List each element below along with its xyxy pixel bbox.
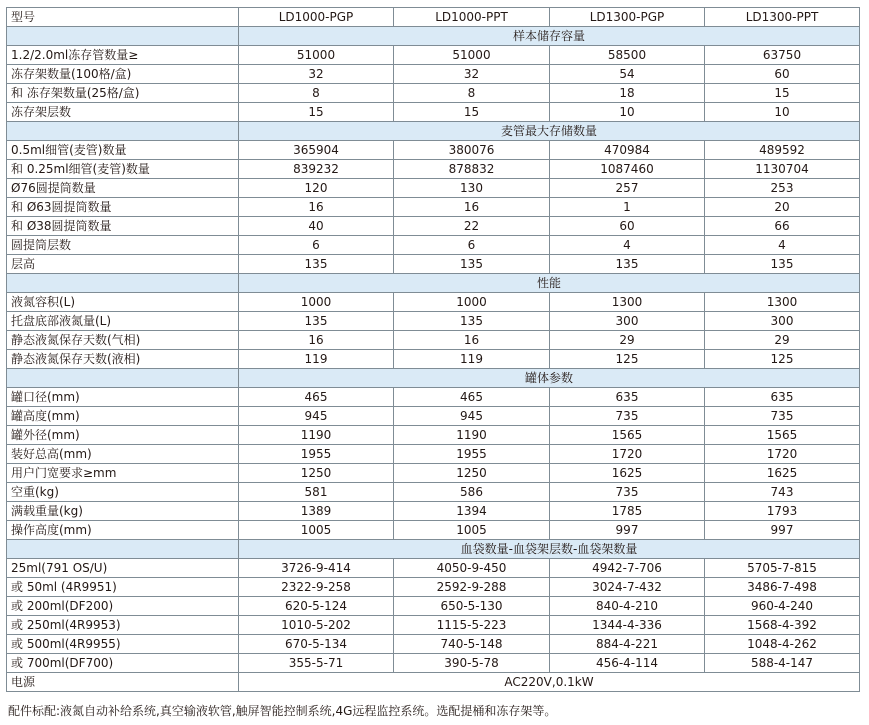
row-label: 静态液氮保存天数(液相) — [7, 350, 239, 369]
row-value: 1568-4-392 — [705, 616, 860, 635]
row-value: 4 — [705, 236, 860, 255]
row-value: 586 — [394, 483, 550, 502]
row-value: 878832 — [394, 160, 550, 179]
table-row — [7, 46, 860, 65]
row-label: 操作高度(mm) — [7, 521, 239, 540]
row-value: 945 — [239, 407, 394, 426]
row-value: 3726-9-414 — [239, 559, 394, 578]
row-value: 3024-7-432 — [550, 578, 705, 597]
row-value: 1000 — [239, 293, 394, 312]
row-label: 罐高度(mm) — [7, 407, 239, 426]
row-value: 16 — [239, 198, 394, 217]
row-value: 380076 — [394, 141, 550, 160]
row-value: 1000 — [394, 293, 550, 312]
row-value: 620-5-124 — [239, 597, 394, 616]
row-value: 20 — [705, 198, 860, 217]
row-value: 15 — [239, 103, 394, 122]
row-value: 735 — [550, 407, 705, 426]
accessories-note: 配件标配:液氮自动补给系统,真空输液软管,触屏智能控制系统,4G远程监控系统。选配提桶和冻存架等。 — [8, 704, 557, 718]
row-label: 层高 — [7, 255, 239, 274]
row-value: 130 — [394, 179, 550, 198]
row-value: 1250 — [394, 464, 550, 483]
table-row — [7, 483, 860, 502]
row-value: 1130704 — [705, 160, 860, 179]
table-row — [7, 521, 860, 540]
row-value: 1793 — [705, 502, 860, 521]
row-value: 1005 — [394, 521, 550, 540]
row-value: 60 — [705, 65, 860, 84]
row-value: 840-4-210 — [550, 597, 705, 616]
model-name: LD1300-PPT — [705, 8, 860, 27]
row-value: 3486-7-498 — [705, 578, 860, 597]
row-label: 或 500ml(4R9955) — [7, 635, 239, 654]
row-value: 4942-7-706 — [550, 559, 705, 578]
table-row — [7, 141, 860, 160]
table-row — [7, 255, 860, 274]
row-label: 1.2/2.0ml冻存管数量≥ — [7, 46, 239, 65]
row-value: 945 — [394, 407, 550, 426]
row-value: 15 — [394, 103, 550, 122]
row-value: 635 — [550, 388, 705, 407]
section-header-row — [7, 369, 860, 388]
row-label: 和 冻存架数量(25格/盒) — [7, 84, 239, 103]
row-value: 257 — [550, 179, 705, 198]
row-value: 588-4-147 — [705, 654, 860, 673]
row-value: 135 — [239, 255, 394, 274]
row-label: 圆提筒层数 — [7, 236, 239, 255]
row-value: 1720 — [705, 445, 860, 464]
row-value: 119 — [239, 350, 394, 369]
section-spacer — [7, 27, 239, 46]
row-value: 6 — [239, 236, 394, 255]
row-value: 355-5-71 — [239, 654, 394, 673]
row-value: 1394 — [394, 502, 550, 521]
model-name: LD1000-PPT — [394, 8, 550, 27]
table-row — [7, 388, 860, 407]
row-value: 4050-9-450 — [394, 559, 550, 578]
row-value: 740-5-148 — [394, 635, 550, 654]
row-label: 和 0.25ml细管(麦管)数量 — [7, 160, 239, 179]
table-row — [7, 464, 860, 483]
row-value: 300 — [550, 312, 705, 331]
section-title: 样本储存容量 — [239, 27, 860, 46]
row-value: 1625 — [705, 464, 860, 483]
row-label: 托盘底部液氮量(L) — [7, 312, 239, 331]
row-value: 135 — [394, 312, 550, 331]
section-header-row — [7, 274, 860, 293]
row-value: 15 — [705, 84, 860, 103]
row-value: 1344-4-336 — [550, 616, 705, 635]
row-value: 465 — [394, 388, 550, 407]
section-title: 罐体参数 — [239, 369, 860, 388]
row-value: 5705-7-815 — [705, 559, 860, 578]
row-label: 罐外径(mm) — [7, 426, 239, 445]
row-value: 300 — [705, 312, 860, 331]
power-label: 电源 — [7, 673, 239, 692]
row-label: 或 250ml(4R9953) — [7, 616, 239, 635]
row-value: 18 — [550, 84, 705, 103]
table-row — [7, 236, 860, 255]
row-value: 135 — [394, 255, 550, 274]
row-label: 25ml(791 OS/U) — [7, 559, 239, 578]
row-value: 1300 — [705, 293, 860, 312]
row-label: 和 Ø63圆提筒数量 — [7, 198, 239, 217]
row-label: Ø76圆提筒数量 — [7, 179, 239, 198]
row-value: 2322-9-258 — [239, 578, 394, 597]
row-value: 390-5-78 — [394, 654, 550, 673]
table-row — [7, 654, 860, 673]
row-value: 16 — [394, 331, 550, 350]
row-value: 465 — [239, 388, 394, 407]
row-value: 6 — [394, 236, 550, 255]
row-value: 1625 — [550, 464, 705, 483]
row-value: 997 — [550, 521, 705, 540]
power-row — [7, 673, 860, 692]
row-value: 1565 — [550, 426, 705, 445]
section-header-row — [7, 122, 860, 141]
row-value: 735 — [705, 407, 860, 426]
row-value: 997 — [705, 521, 860, 540]
row-value: 2592-9-288 — [394, 578, 550, 597]
section-spacer — [7, 540, 239, 559]
row-value: 51000 — [239, 46, 394, 65]
row-value: 1005 — [239, 521, 394, 540]
row-value: 16 — [394, 198, 550, 217]
row-label: 静态液氮保存天数(气相) — [7, 331, 239, 350]
row-label: 或 200ml(DF200) — [7, 597, 239, 616]
row-value: 1190 — [239, 426, 394, 445]
model-name: LD1000-PGP — [239, 8, 394, 27]
row-value: 1955 — [239, 445, 394, 464]
row-value: 635 — [705, 388, 860, 407]
row-value: 32 — [394, 65, 550, 84]
row-value: 51000 — [394, 46, 550, 65]
row-label: 冻存架层数 — [7, 103, 239, 122]
row-label: 或 50ml (4R9951) — [7, 578, 239, 597]
row-value: 670-5-134 — [239, 635, 394, 654]
row-value: 120 — [239, 179, 394, 198]
row-value: 1 — [550, 198, 705, 217]
row-value: 16 — [239, 331, 394, 350]
row-value: 135 — [239, 312, 394, 331]
row-label: 冻存架数量(100格/盒) — [7, 65, 239, 84]
row-value: 1300 — [550, 293, 705, 312]
row-value: 839232 — [239, 160, 394, 179]
row-label: 装好总高(mm) — [7, 445, 239, 464]
row-value: 29 — [705, 331, 860, 350]
row-value: 125 — [550, 350, 705, 369]
table-row — [7, 616, 860, 635]
row-value: 489592 — [705, 141, 860, 160]
row-label: 和 Ø38圆提筒数量 — [7, 217, 239, 236]
table-row — [7, 84, 860, 103]
row-value: 58500 — [550, 46, 705, 65]
table-row — [7, 65, 860, 84]
table-row — [7, 559, 860, 578]
row-value: 66 — [705, 217, 860, 236]
table-row — [7, 293, 860, 312]
row-value: 1720 — [550, 445, 705, 464]
row-label: 罐口径(mm) — [7, 388, 239, 407]
table-row — [7, 502, 860, 521]
row-value: 960-4-240 — [705, 597, 860, 616]
section-header-row — [7, 540, 860, 559]
power-value: AC220V,0.1kW — [239, 673, 860, 692]
row-label: 或 700ml(DF700) — [7, 654, 239, 673]
row-value: 125 — [705, 350, 860, 369]
row-value: 40 — [239, 217, 394, 236]
section-title: 麦管最大存储数量 — [239, 122, 860, 141]
section-spacer — [7, 369, 239, 388]
table-row — [7, 312, 860, 331]
table-row — [7, 179, 860, 198]
row-value: 1565 — [705, 426, 860, 445]
row-value: 1250 — [239, 464, 394, 483]
section-title: 性能 — [239, 274, 860, 293]
row-label: 液氮容积(L) — [7, 293, 239, 312]
row-value: 29 — [550, 331, 705, 350]
model-name: LD1300-PGP — [550, 8, 705, 27]
table-row — [7, 445, 860, 464]
row-value: 581 — [239, 483, 394, 502]
section-spacer — [7, 274, 239, 293]
row-value: 456-4-114 — [550, 654, 705, 673]
row-label: 满载重量(kg) — [7, 502, 239, 521]
row-value: 60 — [550, 217, 705, 236]
row-value: 1115-5-223 — [394, 616, 550, 635]
row-value: 8 — [239, 84, 394, 103]
row-value: 119 — [394, 350, 550, 369]
row-value: 735 — [550, 483, 705, 502]
table-row — [7, 578, 860, 597]
table-row — [7, 407, 860, 426]
row-value: 1048-4-262 — [705, 635, 860, 654]
model-header-label: 型号 — [7, 8, 239, 27]
table-row — [7, 350, 860, 369]
row-value: 1010-5-202 — [239, 616, 394, 635]
row-value: 63750 — [705, 46, 860, 65]
row-value: 8 — [394, 84, 550, 103]
section-spacer — [7, 122, 239, 141]
row-value: 1785 — [550, 502, 705, 521]
section-title: 血袋数量-血袋架层数-血袋架数量 — [239, 540, 860, 559]
row-value: 253 — [705, 179, 860, 198]
table-row — [7, 597, 860, 616]
table-row — [7, 160, 860, 179]
row-value: 884-4-221 — [550, 635, 705, 654]
row-value: 10 — [550, 103, 705, 122]
row-value: 10 — [705, 103, 860, 122]
row-label: 0.5ml细管(麦管)数量 — [7, 141, 239, 160]
row-value: 650-5-130 — [394, 597, 550, 616]
section-header-row — [7, 27, 860, 46]
row-value: 1190 — [394, 426, 550, 445]
row-value: 1087460 — [550, 160, 705, 179]
row-value: 365904 — [239, 141, 394, 160]
row-value: 1389 — [239, 502, 394, 521]
table-row — [7, 217, 860, 236]
table-row — [7, 198, 860, 217]
row-label: 空重(kg) — [7, 483, 239, 502]
model-header-row — [7, 8, 860, 27]
table-row — [7, 103, 860, 122]
row-value: 743 — [705, 483, 860, 502]
spec-table — [6, 7, 860, 692]
row-label: 用户门宽要求≥mm — [7, 464, 239, 483]
row-value: 4 — [550, 236, 705, 255]
table-row — [7, 635, 860, 654]
row-value: 135 — [705, 255, 860, 274]
row-value: 1955 — [394, 445, 550, 464]
row-value: 32 — [239, 65, 394, 84]
table-row — [7, 426, 860, 445]
row-value: 22 — [394, 217, 550, 236]
row-value: 470984 — [550, 141, 705, 160]
table-row — [7, 331, 860, 350]
row-value: 54 — [550, 65, 705, 84]
row-value: 135 — [550, 255, 705, 274]
